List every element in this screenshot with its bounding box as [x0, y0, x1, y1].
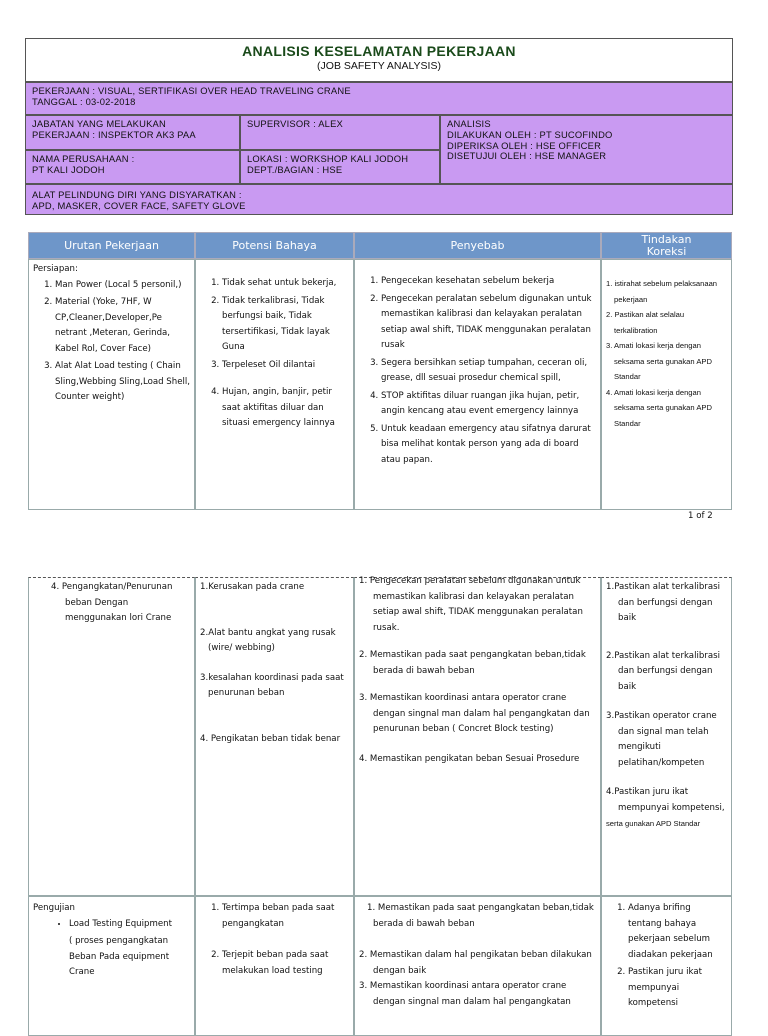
- row2-sequence-text: 4. Pengangkatan/Penurunan beban Dengan menggunakan lori Crane: [51, 582, 173, 623]
- list-item: 1. Pengecekan kesehatan sebelum bekerja: [381, 274, 596, 290]
- list-item: 4.Pastikan juru ikat mempunyai kompetensi,: [606, 787, 725, 813]
- row1-sequence-title: Persiapan:: [33, 264, 78, 274]
- ppe-row: [25, 184, 733, 215]
- list-item: 2. Memastikan dalam hal pengikatan beban dilakukan dengan baik: [359, 950, 592, 976]
- row2-hazard-cell: [195, 577, 354, 896]
- list-item: 4. Amati lokasi kerja dengan seksama serta gunakan APD Standar: [606, 387, 712, 428]
- list-item: 3. Memastikan koordinasi antara operator crane dengan singnal man dalam hal pengangkatan: [359, 981, 571, 1007]
- position-label: JABATAN YANG MELAKUKAN: [32, 118, 166, 129]
- column-header-hazard: Potensi Bahaya: [195, 232, 354, 259]
- company-value: PT KALI JODOH: [32, 164, 105, 175]
- list-item: 3. Alat Alat Load testing ( Chain Sling,Webbing Sling,Load Shell, Counter weight): [55, 359, 190, 406]
- ppe-label: ALAT PELINDUNG DIRI YANG DISYARATKAN :: [32, 189, 242, 200]
- list-item: 2. Memastikan pada saat pengangkatan beban,tidak berada di bawah beban: [359, 650, 586, 676]
- job-name: PEKERJAAN : VISUAL, SERTIFIKASI OVER HEAD TRAVELING CRANE: [32, 85, 351, 96]
- form-title-box: [25, 38, 733, 82]
- list-item: 4. Hujan, angin, banjir, petir saat aktifitas diluar dan situasi emergency lainnya: [222, 385, 349, 432]
- location-value: LOKASI : WORKSHOP KALI JODOH: [247, 153, 409, 164]
- analysis-approved: DISETUJUI OLEH : HSE MANAGER: [447, 150, 607, 161]
- column-header-corrective-action: Tindakan Koreksi: [601, 232, 732, 259]
- analysis-checked: DIPERIKSA OLEH : HSE OFFICER: [447, 140, 602, 151]
- list-item: 4. STOP aktifitas diluar ruangan jika hujan, petir, angin kencang atau event emergency lainnya: [381, 389, 596, 420]
- row2-corrective-note: serta gunakan APD Standar: [606, 819, 701, 828]
- ppe-value: APD, MASKER, COVER FACE, SAFETY GLOVE: [32, 200, 246, 211]
- list-item: 3.kesalahan koordinasi pada saat penurunan beban: [200, 672, 344, 698]
- analysis-cell: [440, 115, 733, 184]
- list-item: 1. Memastikan pada saat pengangkatan beban,tidak berada di bawah beban: [367, 903, 594, 929]
- row3-hazard-cell: [195, 896, 354, 1036]
- column-header-sequence: Urutan Pekerjaan: [28, 232, 195, 259]
- list-item: 1.Pastikan alat terkalibrasi dan berfungsi dengan baik: [606, 582, 720, 623]
- column-header-cause: Penyebab: [354, 232, 601, 259]
- row2-sequence-cell: [28, 577, 195, 896]
- row1-hazard-cell: [195, 259, 354, 510]
- list-item: 1. istirahat sebelum pelaksanaan pekerjaan: [606, 279, 718, 304]
- row1-cause-cell: [354, 259, 601, 510]
- supervisor-cell: [240, 115, 440, 150]
- analysis-label: ANALISIS: [447, 118, 491, 129]
- department-value: DEPT./BAGIAN : HSE: [247, 164, 343, 175]
- row1-corrective-cell: [601, 259, 732, 510]
- list-item: 1. Tidak sehat untuk bekerja,: [222, 276, 349, 292]
- list-item: 3.Pastikan operator crane dan signal man telah mengikuti pelatihan/kompeten: [606, 711, 717, 768]
- list-item: 1.Kerusakan pada crane: [200, 582, 305, 592]
- row2-cause-cell: [354, 577, 601, 896]
- list-item: 2. Pastikan alat selalau terkalibration: [606, 310, 685, 335]
- list-item: 2. Terjepit beban pada saat melakukan load testing: [222, 948, 349, 979]
- row3-sequence-cell: [28, 896, 195, 1036]
- supervisor-value: SUPERVISOR : ALEX: [247, 118, 343, 129]
- list-item: • Load Testing Equipment: [69, 917, 190, 933]
- row3-sequence-sub: ( proses pengangkatan Beban Pada equipment Crane: [69, 936, 170, 977]
- job-info-row: [25, 82, 733, 115]
- list-item: 2. Pengecekan peralatan sebelum digunakan untuk memastikan kalibrasi dan kelayakan peralatan setiap awal shift, TIDAK menggunakan peralatan rusak: [381, 292, 596, 354]
- location-cell: [240, 150, 440, 184]
- row3-sequence-title: Pengujian: [33, 903, 75, 913]
- list-item: 4. Memastikan pengikatan beban Sesuai Prosedure: [359, 753, 580, 764]
- job-date: TANGGAL : 03-02-2018: [32, 96, 136, 107]
- list-item: 2. Tidak terkalibrasi, Tidak berfungsi baik, Tidak tersertifikasi, Tidak layak Guna: [222, 294, 349, 356]
- form-subtitle: (JOB SAFETY ANALYSIS): [317, 60, 441, 72]
- page-number: 1 of 2: [688, 511, 713, 521]
- company-label: NAMA PERUSAHAAN :: [32, 153, 135, 164]
- position-value: PEKERJAAN : INSPEKTOR AK3 PAA: [32, 129, 196, 140]
- list-item: 4. Pengikatan beban tidak benar: [200, 733, 341, 744]
- list-item: 5. Untuk keadaan emergency atau sifatnya darurat bisa melihat kontak person yang ada di board atau papan.: [381, 422, 596, 469]
- list-item: 3. Segera bersihkan setiap tumpahan, ceceran oli, grease, dll sesuai prosedur chemical spill,: [381, 356, 596, 387]
- form-title: ANALISIS KESELAMATAN PEKERJAAN: [242, 43, 516, 59]
- list-item: 3. Memastikan koordinasi antara operator crane dengan singnal man dalam hal pengangkatan dan penurunan beban ( Concret Block testing): [359, 693, 590, 734]
- company-cell: [25, 150, 240, 184]
- list-item: 2. Material (Yoke, 7HF, W CP,Cleaner,Developer,Pe netrant ,Meteran, Gerinda, Kabel Rol, Cover Face): [55, 295, 190, 357]
- analysis-by: DILAKUKAN OLEH : PT SUCOFINDO: [447, 129, 613, 140]
- list-item: 3. Terpeleset Oil dilantai: [222, 358, 349, 374]
- list-item: 1. Pengecekan peralatan sebelum digunakan untuk memastikan kalibrasi dan kelayakan peralatan setiap awal shift, TIDAK menggunakan peralatan rusak.: [359, 576, 583, 633]
- list-item: 2.Pastikan alat terkalibrasi dan berfungsi dengan baik: [606, 650, 720, 692]
- row3-corrective-cell: [601, 896, 732, 1036]
- list-item: 1. Adanya brifing tentang bahaya pekerjaan sebelum diadakan pekerjaan: [628, 901, 727, 963]
- list-item: 3. Amati lokasi kerja dengan seksama serta gunakan APD Standar: [606, 341, 712, 381]
- row1-sequence-cell: [28, 259, 195, 510]
- row3-cause-cell: [354, 896, 601, 1036]
- list-item: 1. Man Power (Local 5 personil,): [55, 278, 190, 294]
- list-item: 2.Alat bantu angkat yang rusak (wire/ webbing): [200, 627, 336, 653]
- row2-corrective-cell: [601, 577, 732, 896]
- list-item: 2. Pastikan juru ikat mempunyai kompetensi: [628, 965, 727, 1012]
- position-cell: [25, 115, 240, 150]
- list-item: 1. Tertimpa beban pada saat pengangkatan: [222, 901, 349, 932]
